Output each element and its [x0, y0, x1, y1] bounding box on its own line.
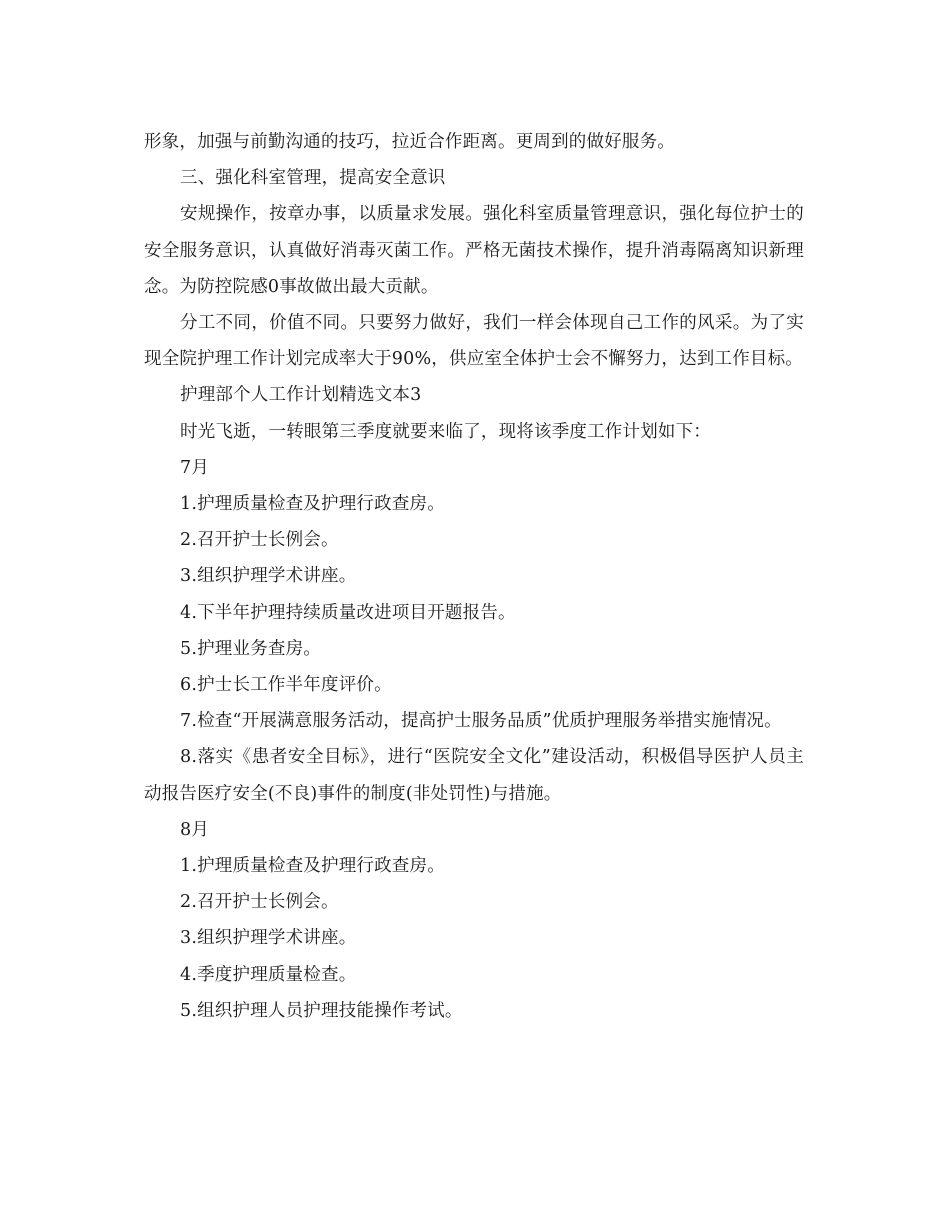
list-item: 5.组织护理人员护理技能操作考试。: [180, 1000, 463, 1021]
list-item: 4.季度护理质量检查。: [180, 964, 357, 985]
paragraph-safety: 安规操作，按章办事，以质量求发展。强化科室质量管理意识，强化每位护士的安全服务意识，认真做好消毒灭菌工作。严格无菌技术操作，提升消毒隔离知识新理念。为防控院感0事故做出最大贡献。: [144, 204, 804, 297]
list-item: 1.护理质量检查及护理行政查房。: [180, 494, 445, 515]
paragraph-intro: 时光飞逝，一转眼第三季度就要来临了，现将该季度工作计划如下：: [180, 421, 711, 442]
paragraph-continuation: 形象，加强与前勤沟通的技巧，拉近合作距离。更周到的做好服务。: [144, 132, 675, 152]
list-item: 1.护理质量检查及护理行政查房。: [180, 856, 445, 877]
list-item: 7.检查“开展满意服务活动，提高护士服务品质”优质护理服务举措实施情况。: [180, 711, 782, 732]
document-body: [144, 124, 804, 1029]
list-item: 5.护理业务查房。: [180, 638, 321, 659]
document-subtitle: 护理部个人工作计划精选文本3: [180, 385, 422, 406]
paragraph-division: 分工不同，价值不同。只要努力做好，我们一样会体现自己工作的风采。为了实现全院护理工作计划完成率大于90%，供应室全体护士会不懈努力，达到工作目标。: [144, 313, 804, 370]
list-item: 6.护士长工作半年度评价。: [180, 675, 392, 696]
month-heading-july: 7月: [180, 457, 210, 478]
list-item: 3.组织护理学术讲座。: [180, 928, 357, 949]
list-item: 2.召开护士长例会。: [180, 892, 339, 913]
list-item: 4.下半年护理持续质量改进项目开题报告。: [180, 602, 516, 623]
section-heading-3: 三、强化科室管理，提高安全意识: [180, 168, 446, 189]
list-item: 8.落实《患者安全目标》，进行“医院安全文化”建设活动，积极倡导医护人员主动报告医疗安全(不良)事件的制度(非处罚性)与措施。: [144, 747, 804, 804]
month-heading-august: 8月: [180, 819, 210, 840]
list-item: 2.召开护士长例会。: [180, 530, 339, 551]
list-item: 3.组织护理学术讲座。: [180, 566, 357, 587]
